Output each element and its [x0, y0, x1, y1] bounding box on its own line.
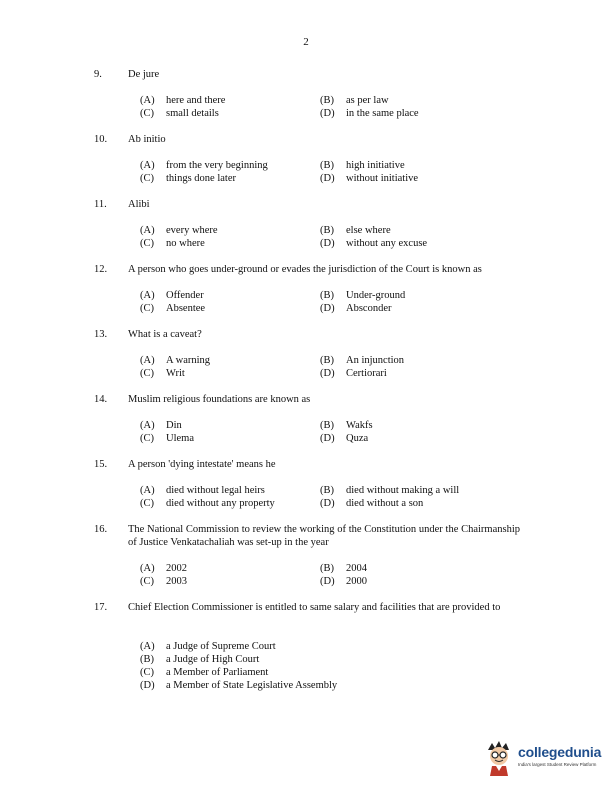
option-c: (C) things done later	[140, 173, 236, 184]
option-a: (A) here and there	[140, 95, 226, 106]
option-c: (C) Ulema	[140, 433, 194, 444]
page-number: 2	[303, 36, 309, 48]
question-text: A person who goes under-ground or evades the jurisdiction of the Court is known as	[128, 264, 482, 275]
brand-tagline: India's largest Student Review Platform	[518, 762, 597, 767]
question-number: 11.	[94, 199, 107, 210]
option-c: (C) 2003	[140, 576, 187, 587]
option-a: (A) every where	[140, 225, 218, 236]
option-b: (B) 2004	[320, 563, 367, 574]
question-number: 13.	[94, 329, 108, 340]
option-d: (D) Absconder	[320, 303, 392, 314]
option-d: (D) 2000	[320, 576, 367, 587]
question-number: 12.	[94, 264, 108, 275]
question-number: 16.	[94, 524, 108, 535]
question-number: 9.	[94, 69, 102, 80]
option-c: (C) died without any property	[140, 498, 275, 509]
option-b: (B) An injunction	[320, 355, 405, 366]
option-a: (A) died without legal heirs	[140, 485, 265, 496]
question-number: 14.	[94, 394, 108, 405]
option-d: (D) died without a son	[320, 498, 424, 509]
option-d: (D) a Member of State Legislative Assembly	[140, 680, 338, 691]
option-c: (C) no where	[140, 238, 205, 249]
question-text: Ab initio	[128, 134, 166, 145]
question-text: A person 'dying intestate' means he	[128, 459, 276, 470]
option-d: (D) without initiative	[320, 173, 419, 184]
option-a: (A) from the very beginning	[140, 160, 268, 171]
option-b: (B) Wakfs	[320, 420, 373, 431]
option-c: (C) Writ	[140, 368, 185, 379]
option-d: (D) Quza	[320, 433, 369, 444]
option-c: (C) small details	[140, 108, 219, 119]
option-a: (A) a Judge of Supreme Court	[140, 641, 276, 652]
question-text: Chief Election Commissioner is entitled to same salary and facilities that are provided to	[128, 602, 501, 613]
option-c: (C) a Member of Parliament	[140, 667, 269, 678]
question-number: 10.	[94, 134, 108, 145]
option-c: (C) Absentee	[140, 303, 206, 314]
option-d: (D) in the same place	[320, 108, 419, 119]
brand-name: collegedunia	[518, 744, 602, 760]
question-number: 17.	[94, 602, 108, 613]
option-b: (B) as per law	[320, 95, 389, 106]
option-a: (A) A warning	[140, 355, 211, 366]
question-text: What is a caveat?	[128, 329, 202, 340]
option-a: (A) Din	[140, 420, 182, 431]
option-b: (B) died without making a will	[320, 485, 460, 496]
question-text: Muslim religious foundations are known as	[128, 394, 311, 405]
question-text: Alibi	[128, 199, 150, 210]
option-d: (D) Certiorari	[320, 368, 387, 379]
option-b: (B) high initiative	[320, 160, 405, 171]
option-b: (B) Under-ground	[320, 290, 406, 301]
option-d: (D) without any excuse	[320, 238, 428, 249]
collegedunia-logo	[480, 740, 612, 780]
question-text: The National Commission to review the working of the Constitution under the Chairmanship of Justice Venkatachaliah was set-up in the year	[128, 524, 520, 548]
question-number: 15.	[94, 459, 108, 470]
question-text: De jure	[128, 69, 160, 80]
option-b: (B) else where	[320, 225, 391, 236]
option-a: (A) 2002	[140, 563, 187, 574]
option-b: (B) a Judge of High Court	[140, 654, 260, 665]
option-a: (A) Offender	[140, 290, 204, 301]
mascot-icon	[482, 740, 516, 776]
